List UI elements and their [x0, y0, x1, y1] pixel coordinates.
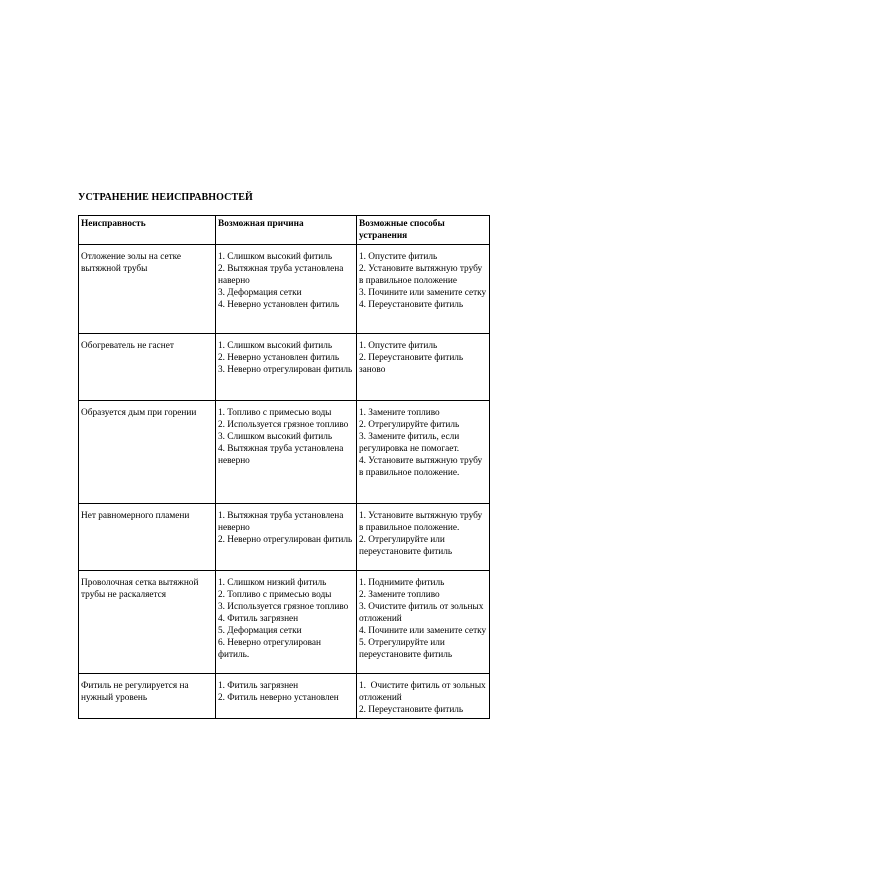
cause-item: 4. Вытяжная труба установлена неверно	[218, 444, 346, 466]
remedy-cell	[357, 571, 490, 674]
cause-item: 2. Неверно установлен фитиль	[218, 353, 340, 363]
cause-item: 2. Топливо с примесью воды	[218, 590, 332, 600]
remedy-item: 1. Поднимите фитиль	[359, 578, 445, 588]
remedy-item: 2. Переустановите фитиль заново	[359, 353, 466, 375]
header-fault: Неисправность	[79, 216, 216, 245]
cause-item: 2. Используется грязное топливо	[218, 420, 349, 430]
cause-cell	[216, 334, 357, 401]
fault-cell: Нет равномерного пламени	[79, 504, 216, 571]
document-page	[78, 192, 490, 719]
remedy-item: 5. Отрегулируйте или переустановите фитиль	[359, 638, 453, 660]
remedy-item: 3. Замените фитиль, если регулировка не помогает.	[359, 432, 462, 454]
remedy-item: 1. Опустите фитиль	[359, 252, 438, 262]
cause-item: 5. Деформация сетки	[218, 626, 302, 636]
cause-item: 3. Деформация сетки	[218, 288, 302, 298]
cause-item: 1. Слишком высокий фитиль	[218, 341, 333, 351]
cause-item: 6. Неверно отрегулирован фитиль.	[218, 638, 324, 660]
remedy-item: 4. Переустановите фитиль	[359, 300, 464, 310]
cause-cell	[216, 571, 357, 674]
cause-item: 1. Фитиль загрязнен	[218, 681, 299, 691]
cause-cell	[216, 674, 357, 719]
cause-item: 2. Фитиль неверно установлен	[218, 693, 339, 703]
fault-cell: Обогреватель не гаснет	[79, 334, 216, 401]
cause-item: 2. Неверно отрегулирован фитиль	[218, 535, 353, 545]
remedy-item: 4. Установите вытяжную трубу в правильное положение.	[359, 456, 485, 478]
table-row	[79, 245, 490, 334]
remedy-item: 2. Замените топливо	[359, 590, 440, 600]
remedy-item: 2. Отрегулируйте фитиль	[359, 420, 460, 430]
table-row	[79, 571, 490, 674]
cause-item: 1. Топливо с примесью воды	[218, 408, 332, 418]
cause-item: 3. Неверно отрегулирован фитиль	[218, 365, 353, 375]
table-row	[79, 504, 490, 571]
remedy-item: 3. Очистите фитиль от зольных отложений	[359, 602, 486, 624]
remedy-cell	[357, 504, 490, 571]
remedy-item: 4. Почините или замените сетку	[359, 626, 487, 636]
cause-item: 3. Используется грязное топливо	[218, 602, 349, 612]
cause-cell	[216, 401, 357, 504]
remedy-cell	[357, 674, 490, 719]
cause-item: 1. Слишком низкий фитиль	[218, 578, 327, 588]
header-cause: Возможная причина	[216, 216, 357, 245]
cause-item: 2. Вытяжная труба установлена наверно	[218, 264, 346, 286]
table-row	[79, 401, 490, 504]
remedy-item: 2. Установите вытяжную трубу в правильное положение	[359, 264, 485, 286]
table-row	[79, 334, 490, 401]
fault-cell: Фитиль не регулируется на нужный уровень	[79, 674, 216, 719]
remedy-item: 1. Замените топливо	[359, 408, 440, 418]
cause-item: 1. Слишком высокий фитиль	[218, 252, 333, 262]
cause-item: 4. Фитиль загрязнен	[218, 614, 299, 624]
remedy-item: 1. Установите вытяжную трубу в правильное положение.	[359, 511, 485, 533]
header-remedy: Возможные способы устранения	[357, 216, 490, 245]
remedy-item: 1. Опустите фитиль	[359, 341, 438, 351]
remedy-item: 1. Очистите фитиль от зольных отложений	[359, 681, 489, 703]
document-title: УСТРАНЕНИЕ НЕИСПРАВНОСТЕЙ	[78, 192, 253, 203]
remedy-item: 3. Почините или замените сетку	[359, 288, 487, 298]
remedy-cell	[357, 245, 490, 334]
cause-item: 4. Неверно установлен фитиль	[218, 300, 340, 310]
table-row	[79, 674, 490, 719]
cause-item: 1. Вытяжная труба установлена неверно	[218, 511, 346, 533]
remedy-item: 2. Переустановите фитиль	[359, 705, 464, 715]
cause-cell	[216, 504, 357, 571]
table-header-row	[79, 216, 490, 245]
troubleshooting-table	[78, 215, 490, 719]
cause-cell	[216, 245, 357, 334]
remedy-cell	[357, 401, 490, 504]
remedy-cell	[357, 334, 490, 401]
cause-item: 3. Слишком высокий фитиль	[218, 432, 333, 442]
remedy-item: 2. Отрегулируйте или переустановите фитиль	[359, 535, 453, 557]
fault-cell: Отложение золы на сетке вытяжной трубы	[79, 245, 216, 334]
fault-cell: Проволочная сетка вытяжной трубы не раскаляется	[79, 571, 216, 674]
fault-cell: Образуется дым при горении	[79, 401, 216, 504]
